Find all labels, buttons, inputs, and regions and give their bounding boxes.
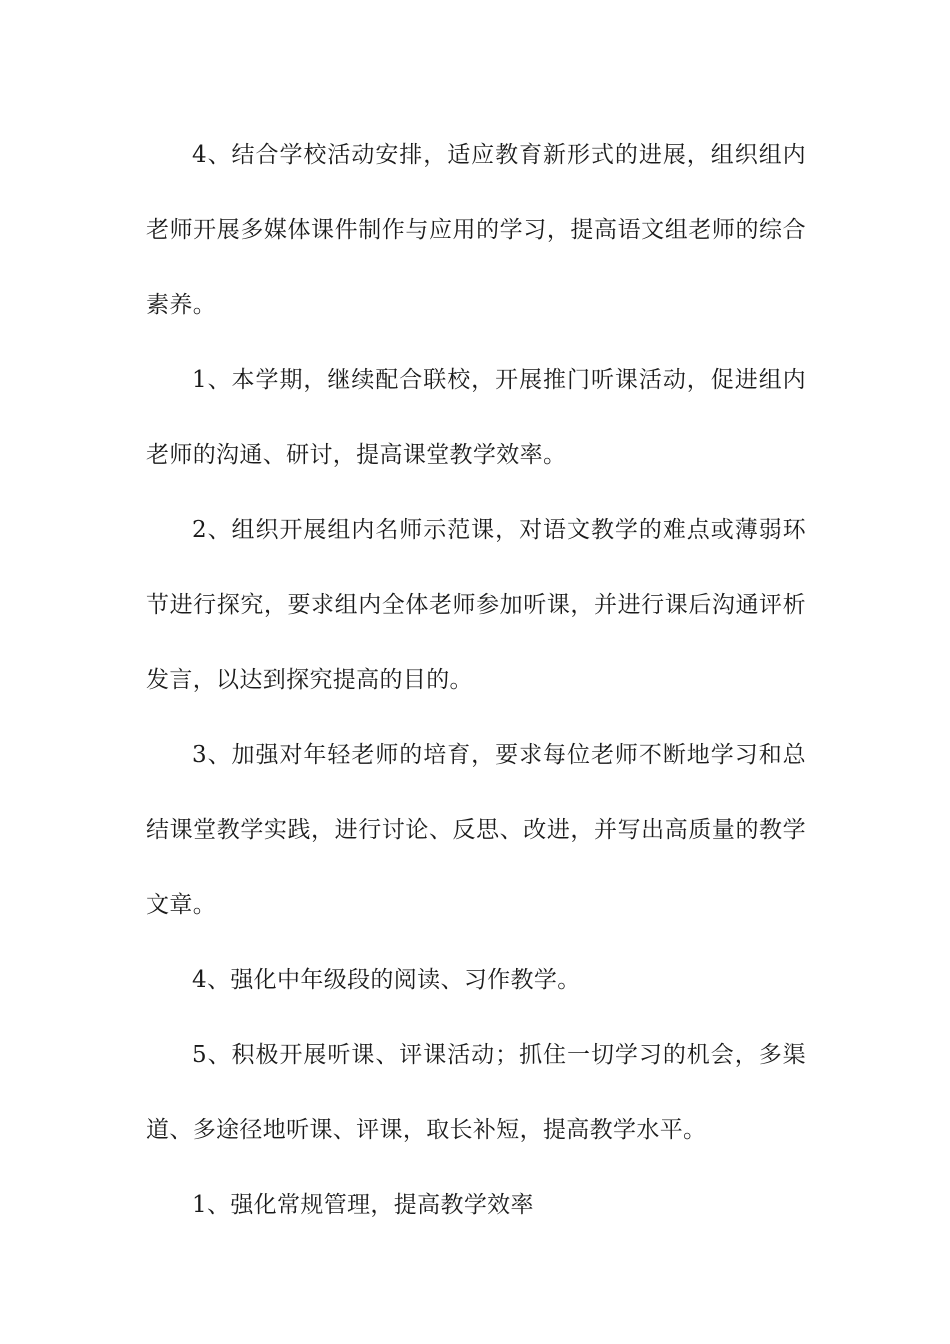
paragraph-5: 4、强化中年级段的阅读、习作教学。 bbox=[192, 967, 581, 993]
paragraph-6: 5、积极开展听课、评课活动；抓住一切学习的机会，多渠道、多途径地听课、评课，取长补短，提高教学水平。 bbox=[146, 1042, 806, 1143]
document-page bbox=[146, 118, 806, 1243]
paragraph-3: 2、组织开展组内名师示范课，对语文教学的难点或薄弱环节进行探究，要求组内全体老师参加听课，并进行课后沟通评析发言，以达到探究提高的目的。 bbox=[146, 517, 806, 693]
paragraph-1: 4、结合学校活动安排，适应教育新形式的进展，组织组内老师开展多媒体课件制作与应用的学习，提高语文组老师的综合素养。 bbox=[146, 142, 806, 318]
paragraph-2: 1、本学期，继续配合联校，开展推门听课活动，促进组内老师的沟通、研讨，提高课堂教学效率。 bbox=[146, 367, 806, 468]
paragraph-7: 1、强化常规管理，提高教学效率 bbox=[192, 1192, 534, 1218]
paragraph-4: 3、加强对年轻老师的培育，要求每位老师不断地学习和总结课堂教学实践，进行讨论、反思、改进，并写出高质量的教学文章。 bbox=[146, 742, 806, 918]
